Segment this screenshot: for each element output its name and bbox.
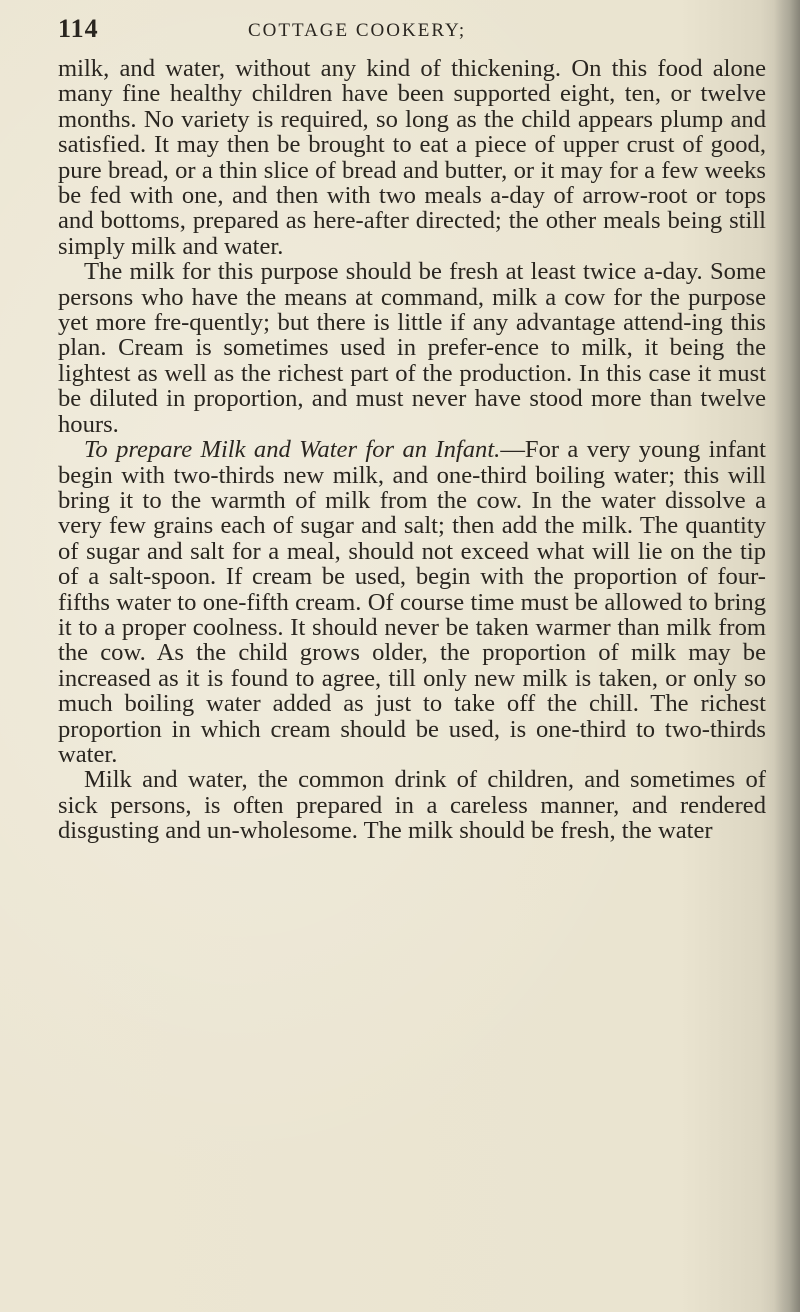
page-number: 114 xyxy=(58,14,99,43)
paragraph-1-text: milk, and water, without any kind of thickening. On this food alone many fine healthy children have been supported eight, ten, or twelve months. No variety is required, so long as the child appears plump and satisfied. It may then be brought to eat a piece of upper crust of good, pure bread, or a thin slice of bread and butter, or it may for a few weeks be fed with one, and then with two meals a-day of arrow-root or tops and bottoms, prepared as here-after directed; the other meals being still simply milk and water. xyxy=(58,55,766,260)
body-text xyxy=(58,56,766,844)
paragraph-2 xyxy=(58,259,766,437)
paragraph-2-text: The milk for this purpose should be fresh at least twice a-day. Some persons who have the means at command, milk a cow for the purpose yet more fre-quently; but there is little if any advantage attend-ing this plan. Cream is sometimes used in prefer-ence to milk, it being the lightest as well as the richest part of the production. In this case it must be diluted in proportion, and must never have stood more than twelve hours. xyxy=(58,258,766,438)
paragraph-4-text: Milk and water, the common drink of children, and sometimes of sick persons, is often prepared in a careless manner, and rendered disgusting and un-wholesome. The milk should be fresh, the water xyxy=(58,766,766,845)
paragraph-3-text: —For a very young infant begin with two-thirds new milk, and one-third boiling water; this will bring it to the warmth of milk from the cow. In the water dissolve a very few grains each of sugar and salt; then add the milk. The quantity of sugar and salt for a meal, should not exceed what will lie on the tip of a salt-spoon. If cream be used, begin with the proportion of four-fifths water to one-fifth cream. Of course time must be allowed to bring it to a proper coolness. It should never be taken warmer than milk from the cow. As the child grows older, the proportion of milk may be increased as it is found to agree, till only new milk is taken, or only so much boiling water added as just to take off the chill. The richest proportion in which cream should be used, is one-third to two-thirds water. xyxy=(58,436,766,768)
paragraph-4 xyxy=(58,767,766,843)
page-header xyxy=(58,14,758,50)
recipe-heading: To prepare Milk and Water for an Infant. xyxy=(84,436,501,464)
paragraph-3 xyxy=(58,437,766,767)
page-edge-shadow xyxy=(774,0,800,1312)
paragraph-1 xyxy=(58,56,766,259)
running-head: COTTAGE COOKERY; xyxy=(248,20,467,41)
